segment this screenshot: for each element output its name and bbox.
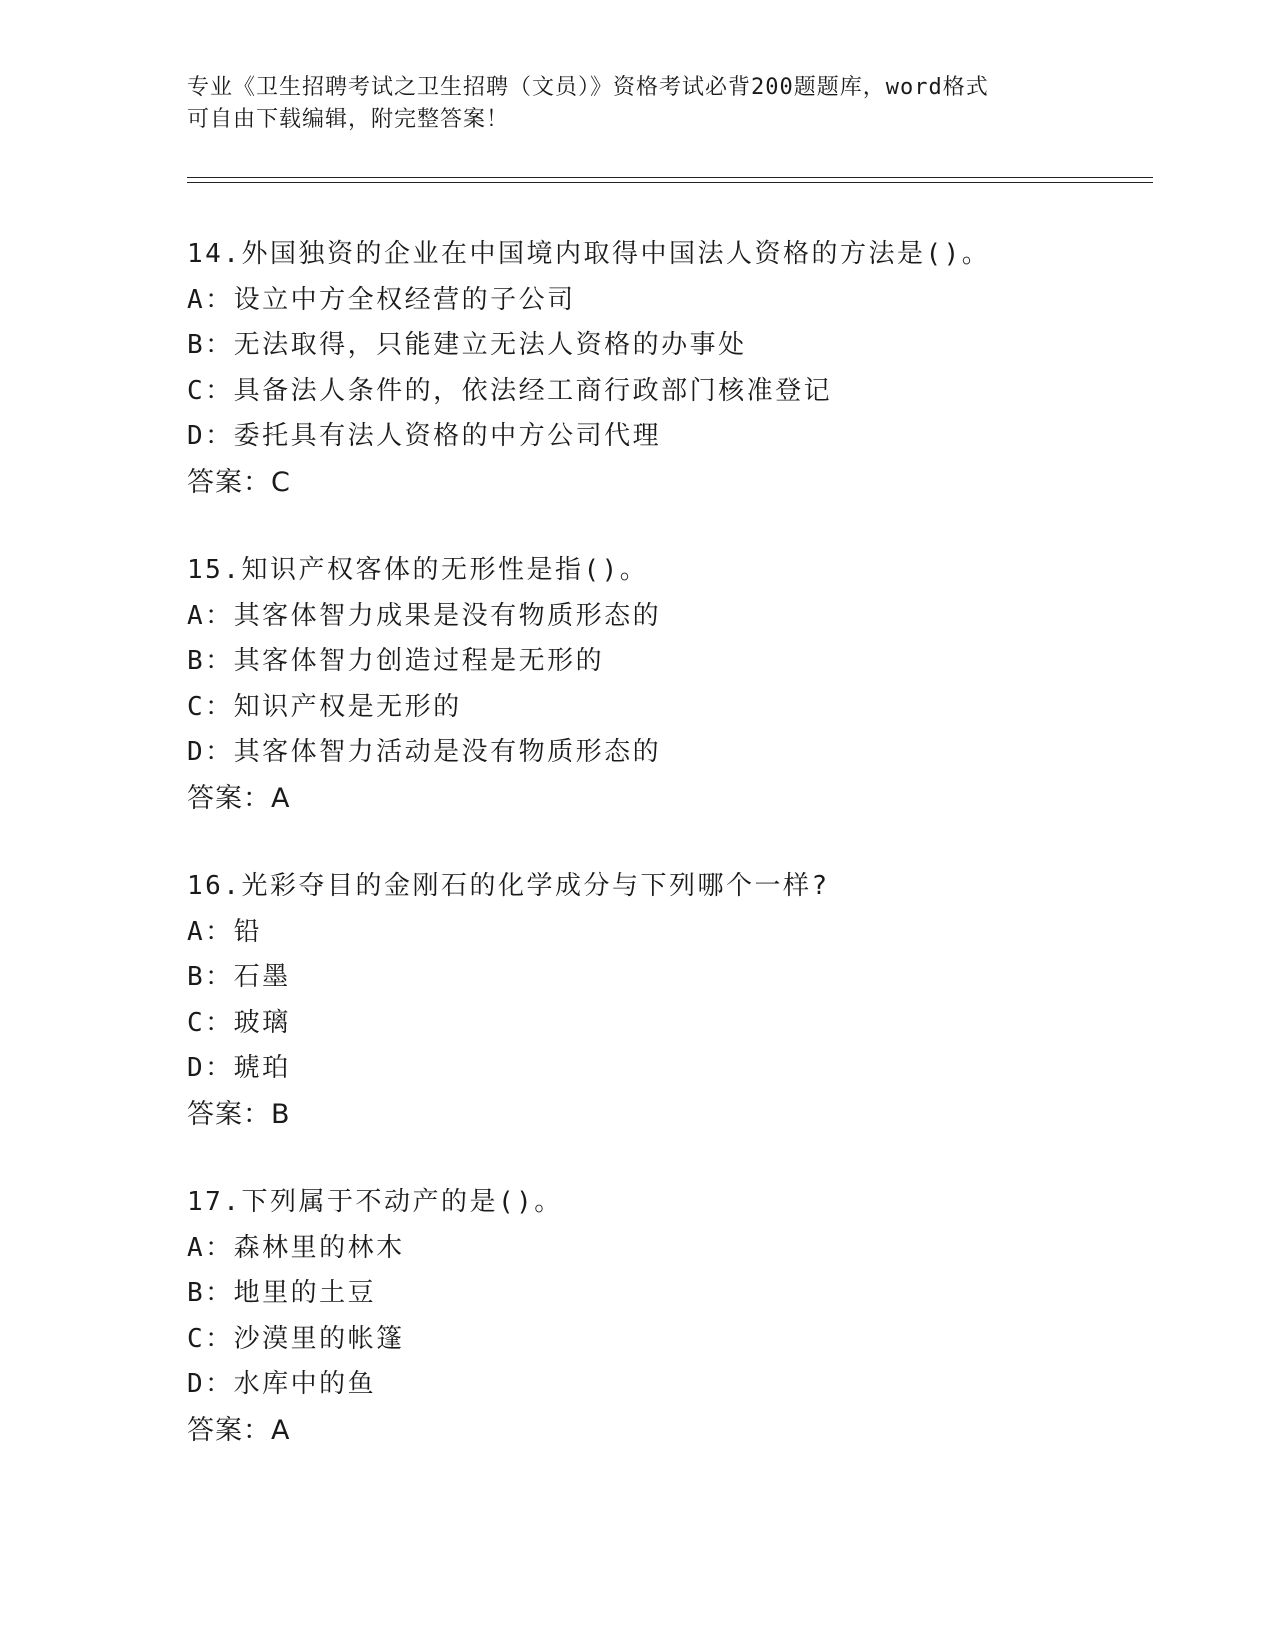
answer: 答案：A [187,1414,291,1446]
option-a: A：森林里的林木 [187,1232,405,1263]
header-divider-bottom [187,182,1153,183]
option-b: B：地里的土豆 [187,1278,377,1308]
question-14 [187,232,1167,505]
option-c: C：玻璃 [187,1007,291,1038]
option-d: D：水库中的鱼 [187,1369,377,1399]
header-line-1: 专业《卫生招聘考试之卫生招聘（文员）》资格考试必背200题题库，word格式 [187,75,989,100]
option-d: D：其客体智力活动是没有物质形态的 [187,737,662,767]
question-16 [187,864,1167,1137]
question-text: 14.外国独资的企业在中国境内取得中国法人资格的方法是()。 [187,239,991,269]
question-text: 16.光彩夺目的金刚石的化学成分与下列哪个一样? [187,871,830,901]
option-a: A：其客体智力成果是没有物质形态的 [187,600,662,631]
option-d: D：委托具有法人资格的中方公司代理 [187,421,662,451]
header-divider-top [187,177,1153,178]
document-header [187,72,1087,136]
header-line-2: 可自由下载编辑，附完整答案！ [187,107,510,132]
option-c: C：沙漠里的帐篷 [187,1323,405,1354]
option-b: B：石墨 [187,962,291,992]
answer: 答案：C [187,466,291,498]
option-b: B：其客体智力创造过程是无形的 [187,646,605,676]
option-b: B：无法取得，只能建立无法人资格的办事处 [187,330,747,360]
question-text: 17.下列属于不动产的是()。 [187,1187,563,1217]
answer: 答案：A [187,782,291,814]
question-text: 15.知识产权客体的无形性是指()。 [187,555,649,585]
option-c: C：知识产权是无形的 [187,691,462,722]
option-c: C：具备法人条件的，依法经工商行政部门核准登记 [187,375,833,406]
option-a: A：铅 [187,916,263,947]
option-d: D：琥珀 [187,1053,291,1083]
answer: 答案：B [187,1098,291,1130]
question-15 [187,548,1167,821]
question-17 [187,1180,1167,1453]
option-a: A：设立中方全权经营的子公司 [187,284,576,315]
question-list [187,232,1167,1496]
